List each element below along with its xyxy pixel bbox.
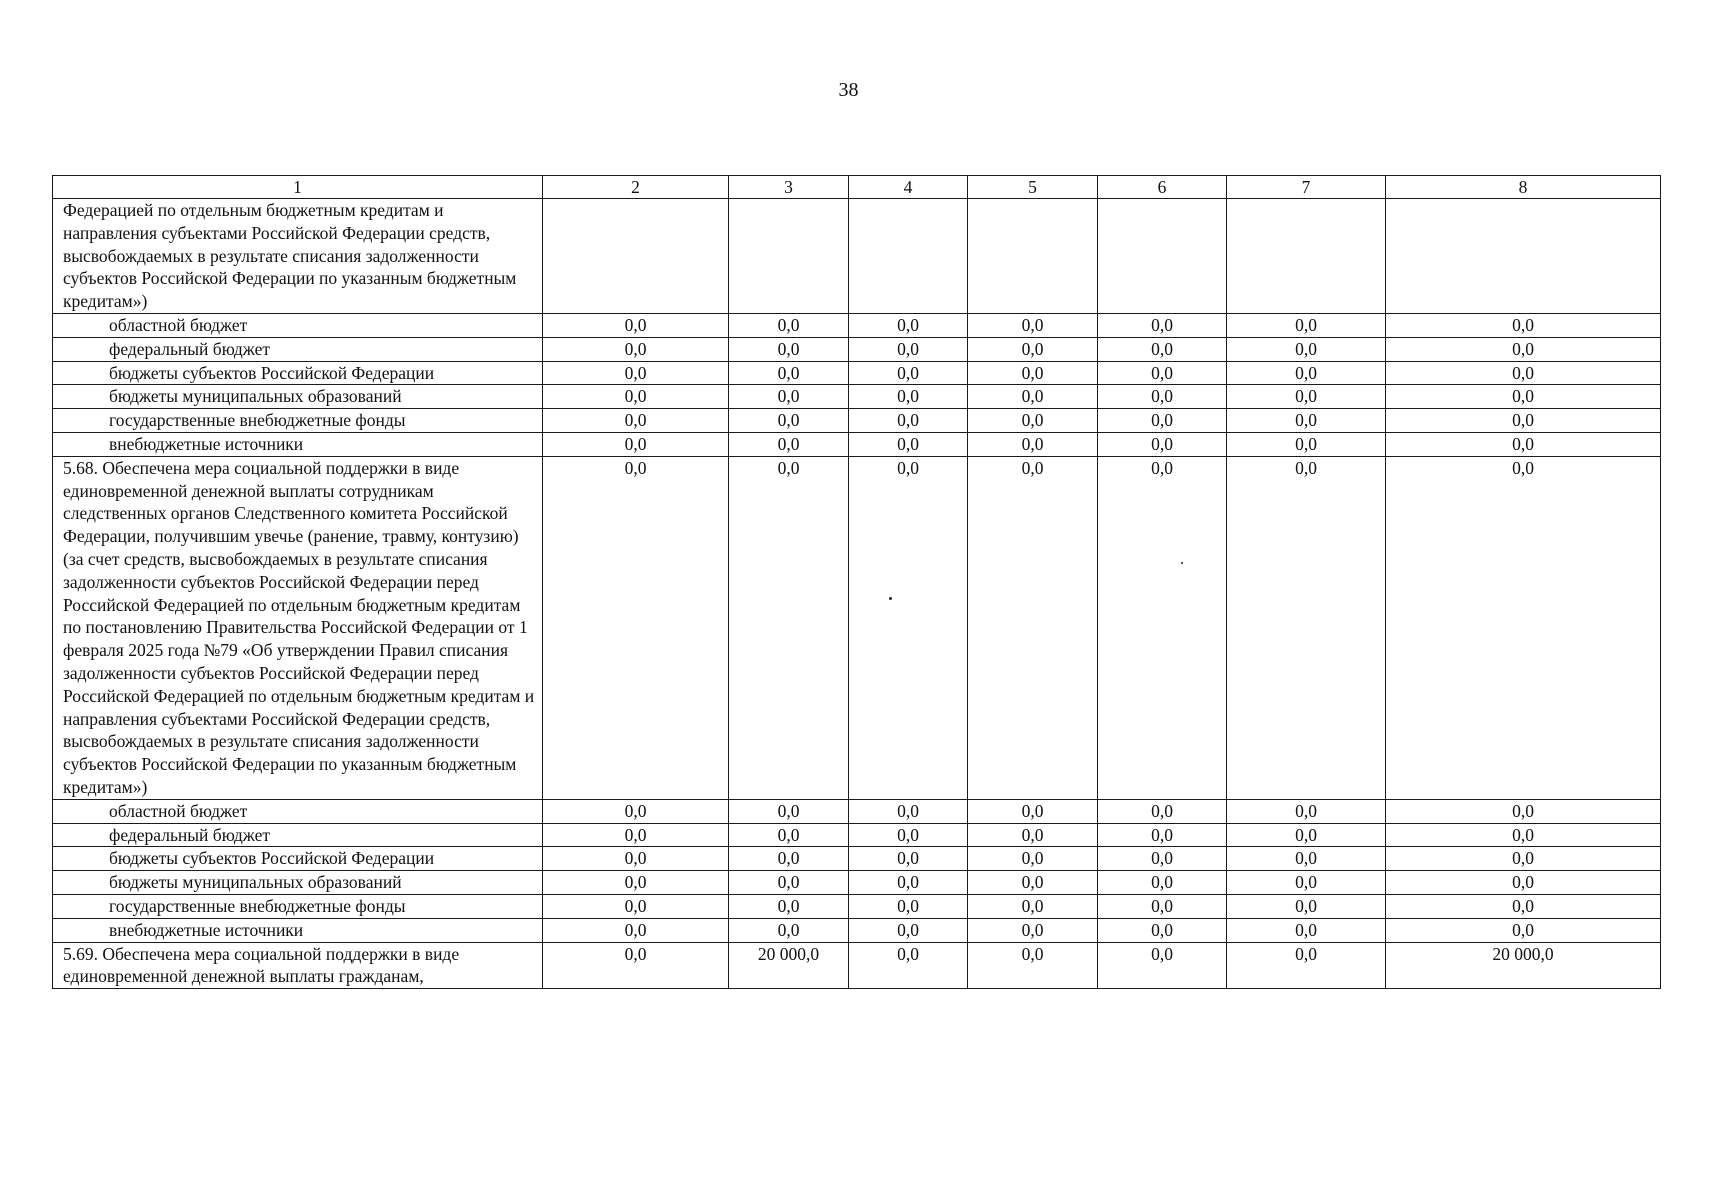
- value-cell: 0,0: [849, 799, 968, 823]
- value-cell: 0,0: [968, 456, 1098, 799]
- budget-source-label: внебюджетные источники: [53, 918, 543, 942]
- value-cell: 0,0: [968, 337, 1098, 361]
- budget-source-row: [53, 847, 1661, 871]
- value-cell: 0,0: [849, 409, 968, 433]
- value-cell: 0,0: [849, 385, 968, 409]
- value-cell: 0,0: [1098, 456, 1227, 799]
- value-cell: 0,0: [968, 799, 1098, 823]
- value-cell: 0,0: [1098, 918, 1227, 942]
- value-cell: 0,0: [729, 871, 849, 895]
- value-cell: 0,0: [729, 894, 849, 918]
- value-cell: 0,0: [543, 871, 729, 895]
- value-cell: 0,0: [543, 313, 729, 337]
- value-cell: 0,0: [1098, 799, 1227, 823]
- value-cell: 0,0: [968, 313, 1098, 337]
- value-cell: 0,0: [729, 361, 849, 385]
- budget-source-label: областной бюджет: [53, 313, 543, 337]
- value-cell: 0,0: [1098, 871, 1227, 895]
- value-cell: 0,0: [1386, 894, 1661, 918]
- value-cell: 0,0: [849, 871, 968, 895]
- header-row: [53, 176, 1661, 199]
- budget-source-row: [53, 337, 1661, 361]
- header-cell: 6: [1098, 176, 1227, 199]
- header-cell: 5: [968, 176, 1098, 199]
- value-cell: 0,0: [1227, 337, 1386, 361]
- value-cell: 0,0: [1098, 823, 1227, 847]
- header-cell: 2: [543, 176, 729, 199]
- empty-cell: [849, 199, 968, 314]
- value-cell: 0,0: [543, 361, 729, 385]
- value-cell: 0,0: [729, 918, 849, 942]
- item-569-row: [53, 942, 1661, 989]
- value-cell: 0,0: [968, 942, 1098, 989]
- empty-cell: [1227, 199, 1386, 314]
- value-cell: 0,0: [543, 337, 729, 361]
- value-cell: 0,0: [1386, 799, 1661, 823]
- budget-table: [52, 175, 1661, 989]
- value-cell: 0,0: [729, 456, 849, 799]
- value-cell: 0,0: [1227, 942, 1386, 989]
- value-cell: 0,0: [1227, 799, 1386, 823]
- value-cell: 0,0: [1227, 823, 1386, 847]
- item-568-text: 5.68. Обеспечена мера социальной поддержки в виде единовременной денежной выплаты сотрудникам следственных органов Следственного комитета Российской Федерации, получившим увечье (ранение, травму, контузию) (за счет средств, высвобождаемых в результате списания задолженности субъектов Российской Федерации перед Российской Федерацией по отдельным бюджетным кредитам по постановлению Правительства Российской Федерации от 1 февраля 2025 года №79 «Об утверждении Правил списания задолженности субъектов Российской Федерации перед Российской Федерацией по отдельным бюджетным кредитам и направления субъектами Российской Федерации средств, высвобождаемых в результате списания задолженности субъектов Российской Федерации по указанным бюджетным кредитам»): [53, 456, 543, 799]
- empty-cell: [729, 199, 849, 314]
- value-cell: 0,0: [1386, 456, 1661, 799]
- value-cell: 0,0: [1227, 456, 1386, 799]
- page-number: 38: [838, 79, 859, 101]
- value-cell: 0,0: [1386, 337, 1661, 361]
- value-cell: 0,0: [1227, 409, 1386, 433]
- value-cell: 0,0: [1227, 894, 1386, 918]
- value-cell: 0,0: [729, 823, 849, 847]
- value-cell: 20 000,0: [729, 942, 849, 989]
- budget-source-row: [53, 432, 1661, 456]
- value-cell: 0,0: [1227, 361, 1386, 385]
- value-cell: 0,0: [849, 847, 968, 871]
- header-cell: 1: [53, 176, 543, 199]
- section-b: [53, 799, 1661, 942]
- value-cell: 0,0: [729, 313, 849, 337]
- item-569-text: 5.69. Обеспечена мера социальной поддержки в виде единовременной денежной выплаты гражданам,: [53, 942, 543, 989]
- value-cell: 0,0: [1098, 385, 1227, 409]
- header-cell: 7: [1227, 176, 1386, 199]
- empty-cell: [1386, 199, 1661, 314]
- value-cell: 0,0: [729, 799, 849, 823]
- value-cell: 0,0: [1227, 871, 1386, 895]
- value-cell: 0,0: [1386, 918, 1661, 942]
- budget-source-row: [53, 313, 1661, 337]
- value-cell: 0,0: [968, 823, 1098, 847]
- value-cell: 0,0: [1098, 432, 1227, 456]
- empty-cell: [1098, 199, 1227, 314]
- value-cell: 0,0: [543, 385, 729, 409]
- value-cell: 0,0: [1227, 432, 1386, 456]
- continued-row: [53, 199, 1661, 314]
- value-cell: 0,0: [1227, 313, 1386, 337]
- budget-source-row: [53, 894, 1661, 918]
- value-cell: 0,0: [849, 894, 968, 918]
- value-cell: 0,0: [849, 942, 968, 989]
- value-cell: 0,0: [968, 361, 1098, 385]
- value-cell: 0,0: [1386, 361, 1661, 385]
- value-cell: 0,0: [543, 432, 729, 456]
- value-cell: 0,0: [1227, 847, 1386, 871]
- value-cell: 0,0: [849, 823, 968, 847]
- value-cell: 0,0: [729, 337, 849, 361]
- section-a: [53, 313, 1661, 456]
- budget-source-row: [53, 823, 1661, 847]
- value-cell: 0,0: [1386, 385, 1661, 409]
- value-cell: 0,0: [849, 432, 968, 456]
- value-cell: 0,0: [1098, 894, 1227, 918]
- value-cell: 0,0: [1098, 337, 1227, 361]
- value-cell: 0,0: [729, 409, 849, 433]
- budget-source-label: федеральный бюджет: [53, 823, 543, 847]
- value-cell: 0,0: [543, 894, 729, 918]
- value-cell: 0,0: [1098, 313, 1227, 337]
- value-cell: 0,0: [543, 823, 729, 847]
- value-cell: 0,0: [1386, 409, 1661, 433]
- value-cell: 0,0: [849, 337, 968, 361]
- empty-cell: [968, 199, 1098, 314]
- scan-speck: [1181, 562, 1183, 564]
- budget-source-label: федеральный бюджет: [53, 337, 543, 361]
- budget-source-label: областной бюджет: [53, 799, 543, 823]
- header-cell: 3: [729, 176, 849, 199]
- budget-source-label: государственные внебюджетные фонды: [53, 409, 543, 433]
- value-cell: 0,0: [729, 847, 849, 871]
- budget-source-label: внебюджетные источники: [53, 432, 543, 456]
- value-cell: 0,0: [968, 894, 1098, 918]
- budget-source-row: [53, 799, 1661, 823]
- budget-source-row: [53, 918, 1661, 942]
- budget-source-label: государственные внебюджетные фонды: [53, 894, 543, 918]
- budget-source-row: [53, 385, 1661, 409]
- empty-cell: [543, 199, 729, 314]
- budget-source-label: бюджеты субъектов Российской Федерации: [53, 361, 543, 385]
- value-cell: 0,0: [968, 918, 1098, 942]
- value-cell: 0,0: [849, 918, 968, 942]
- value-cell: 0,0: [968, 432, 1098, 456]
- scan-speck: [889, 597, 892, 600]
- continued-text: Федерацией по отдельным бюджетным кредитам и направления субъектами Российской Федерации средств, высвобождаемых в результате списания задолженности субъектов Российской Федерации по указанным бюджетным кредитам»): [53, 199, 543, 314]
- value-cell: 0,0: [543, 942, 729, 989]
- budget-source-label: бюджеты субъектов Российской Федерации: [53, 847, 543, 871]
- value-cell: 0,0: [1227, 918, 1386, 942]
- value-cell: 0,0: [1098, 361, 1227, 385]
- value-cell: 0,0: [543, 409, 729, 433]
- header-cell: 8: [1386, 176, 1661, 199]
- value-cell: 0,0: [1386, 432, 1661, 456]
- value-cell: 0,0: [543, 799, 729, 823]
- budget-source-label: бюджеты муниципальных образований: [53, 385, 543, 409]
- value-cell: 0,0: [1386, 823, 1661, 847]
- value-cell: 0,0: [1386, 847, 1661, 871]
- value-cell: 0,0: [849, 313, 968, 337]
- value-cell: 0,0: [849, 456, 968, 799]
- value-cell: 0,0: [1386, 871, 1661, 895]
- budget-source-label: бюджеты муниципальных образований: [53, 871, 543, 895]
- value-cell: 0,0: [968, 847, 1098, 871]
- value-cell: 0,0: [968, 409, 1098, 433]
- value-cell: 0,0: [1098, 409, 1227, 433]
- budget-source-row: [53, 409, 1661, 433]
- value-cell: 0,0: [729, 385, 849, 409]
- value-cell: 0,0: [543, 918, 729, 942]
- header-cell: 4: [849, 176, 968, 199]
- value-cell: 0,0: [1227, 385, 1386, 409]
- item-568-row: [53, 456, 1661, 799]
- value-cell: 0,0: [729, 432, 849, 456]
- value-cell: 0,0: [849, 361, 968, 385]
- value-cell: 0,0: [968, 385, 1098, 409]
- budget-source-row: [53, 871, 1661, 895]
- value-cell: 0,0: [543, 847, 729, 871]
- value-cell: 0,0: [1098, 847, 1227, 871]
- value-cell: 0,0: [1386, 313, 1661, 337]
- value-cell: 20 000,0: [1386, 942, 1661, 989]
- value-cell: 0,0: [968, 871, 1098, 895]
- value-cell: 0,0: [543, 456, 729, 799]
- value-cell: 0,0: [1098, 942, 1227, 989]
- budget-source-row: [53, 361, 1661, 385]
